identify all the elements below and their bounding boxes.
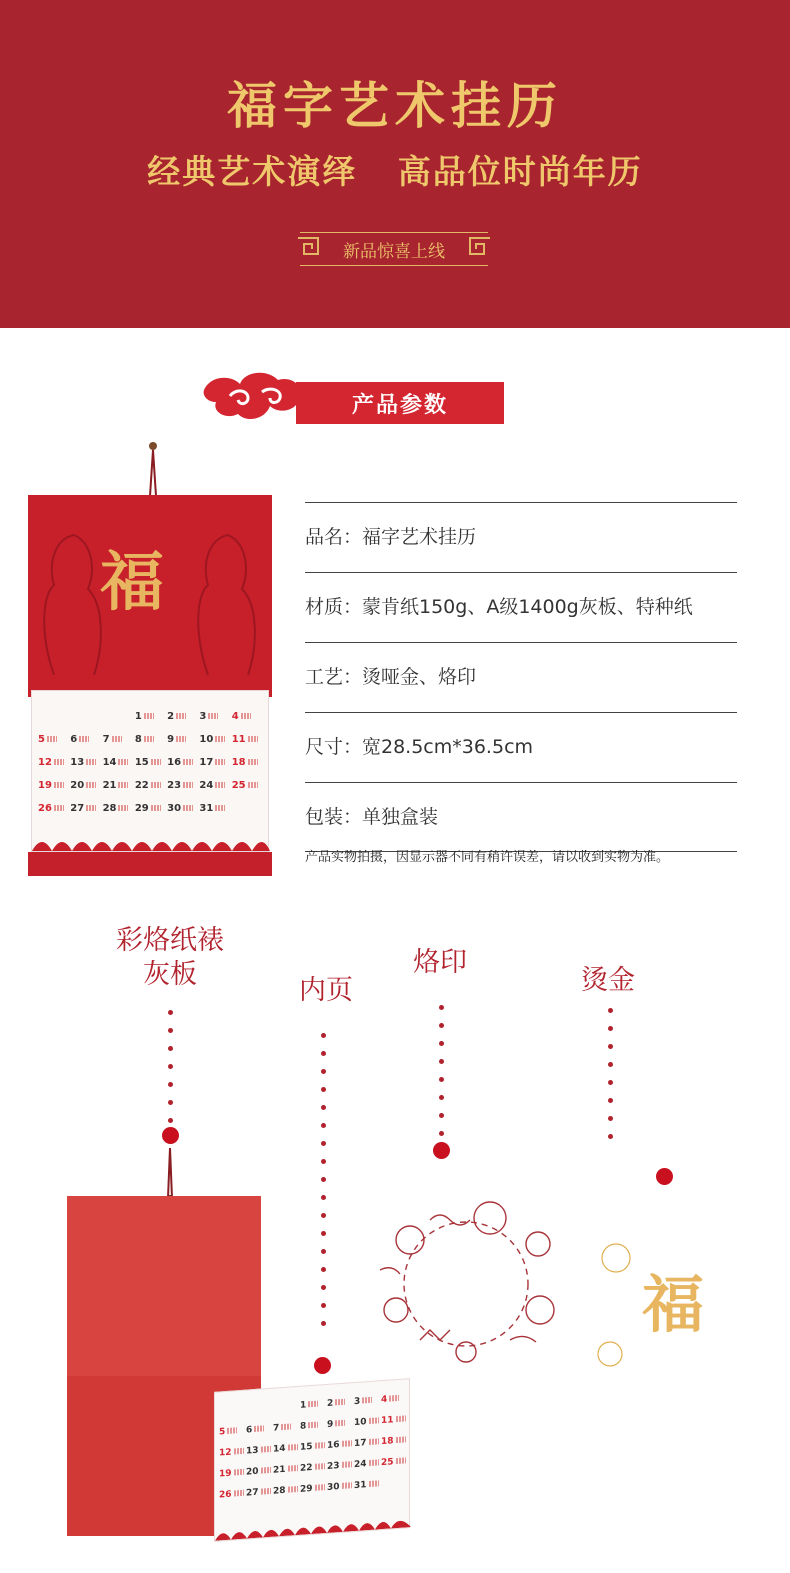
calendar-day-cell	[246, 1486, 273, 1498]
calendar-day-number: 17	[354, 1437, 367, 1449]
new-arrival-badge	[300, 232, 488, 266]
lunar-date-mark	[342, 1482, 352, 1489]
calendar-day-number: 4	[381, 1394, 388, 1405]
spec-row	[305, 642, 737, 712]
calendar-day-number: 12	[38, 757, 52, 768]
calendar-day-cell	[354, 1479, 381, 1491]
lunar-date-mark	[369, 1438, 379, 1445]
lunar-date-mark	[183, 782, 193, 788]
lunar-date-mark	[369, 1417, 379, 1424]
gilding-layer-label: 烫金	[581, 965, 635, 996]
inner-layer-label: 内页	[299, 975, 353, 1006]
calendar-day-number: 20	[70, 780, 85, 791]
calendar-day-number: 7	[102, 734, 110, 745]
lunar-date-mark	[335, 1398, 345, 1405]
lunar-date-mark	[54, 805, 64, 811]
calendar-day-cell	[300, 1482, 327, 1494]
calendar-day-number: 20	[246, 1466, 259, 1478]
lunar-date-mark	[215, 805, 225, 811]
lunar-date-mark	[118, 759, 128, 765]
inner-papercut-border-icon	[215, 1509, 411, 1541]
calendar-day-number: 10	[199, 734, 214, 745]
lunar-date-mark	[261, 1466, 271, 1473]
calendar-day-number: 23	[167, 780, 182, 791]
auspicious-cloud-icon	[200, 366, 310, 432]
lunar-date-mark	[47, 736, 57, 742]
calendar-day-cell	[199, 803, 231, 814]
spec-material: 材质：蒙肯纸150g、A级1400g灰板、特种纸	[305, 596, 693, 618]
calendar-day-cell	[70, 757, 102, 768]
lunar-date-mark	[315, 1442, 325, 1449]
calendar-day-cell	[246, 1407, 273, 1409]
gray-board-upper	[67, 1196, 261, 1376]
calendar-day-cell	[232, 757, 264, 768]
calendar-day-cell	[300, 1461, 327, 1473]
calendar-product-image	[28, 440, 274, 880]
lunar-date-mark	[234, 1489, 244, 1496]
lunar-date-mark	[288, 1465, 298, 1472]
lunar-date-mark	[335, 1419, 345, 1426]
calendar-day-number: 2	[167, 711, 175, 722]
board-hanging-string-icon	[160, 1148, 180, 1200]
calendar-day-cell	[381, 1456, 408, 1468]
inner-page-layer	[214, 1378, 410, 1542]
calendar-day-number: 22	[134, 780, 149, 791]
calendar-day-number: 22	[300, 1462, 313, 1474]
board-layer-label	[100, 924, 240, 992]
lunar-date-mark	[151, 759, 161, 765]
calendar-day-number: 14	[102, 757, 117, 768]
calendar-day-number: 21	[102, 780, 117, 791]
lunar-date-mark	[176, 713, 186, 719]
calendar-week-row	[38, 751, 264, 774]
imprint-doodle-icon	[370, 1200, 564, 1368]
calendar-day-cell	[273, 1405, 300, 1407]
spec-craft: 工艺：烫哑金、烙印	[305, 666, 477, 688]
calendar-day-cell	[273, 1463, 300, 1475]
calendar-day-number: 5	[219, 1426, 226, 1438]
calendar-day-number: 14	[273, 1443, 286, 1455]
calendar-month-page	[31, 690, 269, 852]
leader-dots-gilding	[606, 1008, 614, 1152]
calendar-day-cell	[70, 803, 102, 814]
calendar-day-cell	[219, 1467, 246, 1479]
lunar-date-mark	[86, 759, 96, 765]
calendar-day-cell	[327, 1397, 354, 1409]
banner-title: 福字艺术挂历	[227, 76, 563, 135]
section-header	[200, 366, 505, 432]
lunar-date-mark	[241, 713, 251, 719]
calendar-base	[28, 852, 272, 876]
calendar-day-cell	[354, 1416, 381, 1428]
lunar-date-mark	[315, 1463, 325, 1470]
calendar-day-cell	[381, 1435, 408, 1447]
calendar-day-cell	[219, 1446, 246, 1458]
calendar-day-cell	[167, 734, 199, 745]
hanging-string-icon	[138, 440, 168, 500]
calendar-day-number: 26	[38, 803, 52, 814]
lunar-date-mark	[308, 1421, 318, 1428]
lunar-date-mark	[208, 713, 218, 719]
lunar-date-mark	[248, 782, 258, 788]
lunar-date-mark	[215, 782, 225, 788]
spec-row	[305, 782, 737, 852]
lunar-date-mark	[86, 782, 96, 788]
lunar-date-mark	[112, 736, 122, 742]
lunar-date-mark	[54, 759, 64, 765]
leader-dots-inner	[319, 1033, 327, 1339]
calendar-day-cell	[300, 1419, 327, 1431]
calendar-day-cell	[199, 711, 231, 722]
calendar-day-number: 24	[354, 1458, 367, 1470]
lunar-date-mark	[288, 1444, 298, 1451]
gold-fu-gilding-icon	[590, 1230, 730, 1370]
calendar-day-cell	[167, 803, 199, 814]
lunar-date-mark	[227, 1427, 237, 1434]
calendar-day-number: 11	[381, 1414, 394, 1426]
calendar-day-number: 18	[231, 757, 246, 768]
calendar-day-number: 2	[327, 1398, 334, 1409]
spec-packaging: 包装：单独盒装	[305, 806, 439, 828]
lunar-date-mark	[369, 1459, 379, 1466]
calendar-day-cell	[70, 780, 102, 791]
calendar-day-number: 16	[167, 757, 182, 768]
section-title: 产品参数	[351, 392, 448, 418]
inner-month-grid	[219, 1387, 409, 1505]
papercut-border-icon	[32, 827, 270, 851]
calendar-day-cell	[199, 757, 231, 768]
calendar-day-number: 3	[354, 1396, 361, 1407]
lunar-date-mark	[342, 1461, 352, 1468]
calendar-day-cell	[199, 780, 231, 791]
calendar-day-number: 28	[102, 803, 117, 814]
calendar-day-cell	[246, 1444, 273, 1456]
spec-name: 品名：福字艺术挂历	[305, 526, 477, 548]
calendar-day-number: 9	[167, 734, 175, 745]
marker-dot-gilding	[656, 1168, 673, 1185]
calendar-day-cell	[232, 780, 264, 791]
calendar-day-cell	[219, 1488, 246, 1500]
calendar-day-number: 4	[231, 711, 239, 722]
calendar-day-number: 21	[273, 1464, 286, 1476]
calendar-day-cell	[167, 757, 199, 768]
calendar-day-number: 1	[134, 711, 142, 722]
calendar-day-number: 9	[327, 1419, 334, 1430]
month-grid	[38, 705, 264, 820]
calendar-day-cell	[327, 1460, 354, 1472]
calendar-cover	[28, 495, 272, 697]
calendar-day-cell	[232, 734, 264, 745]
calendar-day-number: 29	[300, 1483, 313, 1495]
calendar-day-number: 17	[199, 757, 214, 768]
calendar-day-cell	[103, 780, 135, 791]
calendar-day-number: 8	[300, 1420, 307, 1432]
lunar-date-mark	[151, 805, 161, 811]
calendar-day-cell	[103, 734, 135, 745]
calendar-day-number: 15	[300, 1441, 313, 1453]
lunar-date-mark	[144, 713, 154, 719]
calendar-day-number: 16	[327, 1439, 340, 1451]
calendar-day-number: 7	[273, 1422, 280, 1434]
lunar-date-mark	[362, 1396, 372, 1403]
spec-row	[305, 572, 737, 642]
calendar-day-cell	[219, 1425, 246, 1437]
lunar-date-mark	[396, 1415, 406, 1422]
calendar-day-cell	[38, 780, 70, 791]
lunar-date-mark	[215, 759, 225, 765]
spec-row	[305, 502, 737, 572]
calendar-day-cell	[300, 1398, 327, 1410]
calendar-day-number: 8	[134, 734, 142, 745]
lunar-date-mark	[144, 736, 154, 742]
calendar-day-number: 1	[300, 1399, 307, 1411]
calendar-day-cell	[135, 711, 167, 722]
fu-character: 福	[100, 545, 164, 620]
lunar-date-mark	[396, 1436, 406, 1443]
calendar-week-row	[38, 774, 264, 797]
marker-dot-imprint	[433, 1142, 450, 1159]
calendar-day-number: 25	[381, 1456, 394, 1468]
calendar-day-number: 13	[246, 1445, 259, 1457]
marker-dot-inner	[314, 1357, 331, 1374]
calendar-day-number: 30	[167, 803, 182, 814]
lunar-date-mark	[261, 1445, 271, 1452]
calendar-day-cell	[273, 1442, 300, 1454]
calendar-day-number: 31	[354, 1479, 367, 1491]
calendar-day-number: 29	[134, 803, 149, 814]
calendar-day-cell	[232, 711, 264, 722]
calendar-day-cell	[135, 780, 167, 791]
board-layer-label-line1: 彩烙纸裱	[116, 925, 224, 956]
calendar-day-number: 19	[38, 780, 52, 791]
calendar-day-number: 31	[199, 803, 214, 814]
fret-ornament-right-icon	[466, 236, 492, 262]
lunar-date-mark	[288, 1486, 298, 1493]
calendar-week-row	[38, 728, 264, 751]
calendar-day-number: 25	[231, 780, 246, 791]
lunar-date-mark	[315, 1484, 325, 1491]
lunar-date-mark	[79, 736, 89, 742]
lunar-date-mark	[369, 1480, 379, 1487]
lunar-date-mark	[54, 782, 64, 788]
calendar-day-cell	[327, 1481, 354, 1493]
imprint-layer-label: 烙印	[413, 947, 467, 978]
calendar-day-cell	[199, 734, 231, 745]
lunar-date-mark	[176, 736, 186, 742]
calendar-day-number: 27	[246, 1487, 259, 1499]
calendar-day-cell	[103, 803, 135, 814]
calendar-week-row	[38, 705, 264, 728]
calendar-day-cell	[167, 780, 199, 791]
calendar-day-cell	[327, 1439, 354, 1451]
marker-dot-board	[162, 1127, 179, 1144]
calendar-day-number: 5	[38, 734, 45, 745]
calendar-day-number: 13	[70, 757, 85, 768]
board-layer-label-line2: 灰板	[143, 959, 197, 990]
calendar-day-number: 6	[246, 1424, 253, 1436]
calendar-day-cell	[135, 803, 167, 814]
lunar-date-mark	[118, 805, 128, 811]
calendar-day-cell	[381, 1482, 408, 1484]
calendar-day-number: 3	[199, 711, 207, 722]
calendar-day-cell	[273, 1421, 300, 1433]
calendar-day-number: 24	[199, 780, 214, 791]
lunar-date-mark	[151, 782, 161, 788]
calendar-day-number: 12	[219, 1447, 232, 1459]
calendar-day-cell	[381, 1393, 408, 1405]
calendar-week-row	[38, 797, 264, 820]
calendar-day-cell	[246, 1465, 273, 1477]
lunar-date-mark	[342, 1440, 352, 1447]
calendar-day-cell	[246, 1423, 273, 1435]
calendar-day-number: 28	[273, 1485, 286, 1497]
lunar-date-mark	[281, 1423, 291, 1430]
lunar-date-mark	[234, 1447, 244, 1454]
lunar-date-mark	[86, 805, 96, 811]
calendar-day-number: 10	[354, 1416, 367, 1428]
calendar-day-cell	[300, 1440, 327, 1452]
calendar-day-cell	[219, 1409, 246, 1411]
lunar-date-mark	[389, 1394, 399, 1401]
svg-text:福: 福	[642, 1268, 705, 1341]
lunar-date-mark	[396, 1457, 406, 1464]
calendar-day-cell	[354, 1437, 381, 1449]
calendar-day-cell	[38, 803, 70, 814]
calendar-day-number: 26	[219, 1489, 232, 1501]
calendar-day-cell	[273, 1484, 300, 1496]
door-god-right-icon	[188, 525, 268, 685]
calendar-day-number: 15	[134, 757, 149, 768]
lunar-date-mark	[248, 736, 258, 742]
disclaimer-note: 产品实物拍摄，因显示器不同有稍许误差，请以收到实物为准。	[305, 850, 670, 865]
calendar-day-cell	[354, 1458, 381, 1470]
calendar-day-cell	[38, 757, 70, 768]
leader-dots-board	[166, 1010, 174, 1136]
calendar-day-number: 18	[381, 1435, 394, 1447]
spec-size: 尺寸：宽28.5cm*36.5cm	[305, 736, 534, 758]
spec-row	[305, 712, 737, 782]
lunar-date-mark	[215, 736, 225, 742]
calendar-day-cell	[327, 1418, 354, 1430]
calendar-day-cell	[135, 734, 167, 745]
calendar-day-number: 30	[327, 1481, 340, 1493]
calendar-day-number: 19	[219, 1468, 232, 1480]
hero-banner	[0, 0, 790, 328]
leader-dots-imprint	[437, 1005, 445, 1149]
lunar-date-mark	[248, 759, 258, 765]
lunar-date-mark	[261, 1487, 271, 1494]
lunar-date-mark	[183, 805, 193, 811]
lunar-date-mark	[308, 1400, 318, 1407]
calendar-day-cell	[135, 757, 167, 768]
calendar-day-number: 23	[327, 1460, 340, 1472]
calendar-day-cell	[381, 1414, 408, 1426]
calendar-day-cell	[70, 734, 102, 745]
badge-label: 新品惊喜上线	[343, 242, 445, 262]
lunar-date-mark	[183, 759, 193, 765]
calendar-day-number: 27	[70, 803, 85, 814]
lunar-date-mark	[254, 1425, 264, 1432]
calendar-day-cell	[354, 1395, 381, 1407]
lunar-date-mark	[234, 1468, 244, 1475]
spec-table	[305, 502, 737, 852]
calendar-day-number: 11	[231, 734, 246, 745]
lunar-date-mark	[118, 782, 128, 788]
banner-subtitle: 经典艺术演绎 高品位时尚年历	[147, 152, 643, 191]
calendar-day-number: 6	[70, 734, 78, 745]
calendar-day-cell	[103, 757, 135, 768]
calendar-day-cell	[167, 711, 199, 722]
calendar-day-cell	[38, 734, 70, 745]
